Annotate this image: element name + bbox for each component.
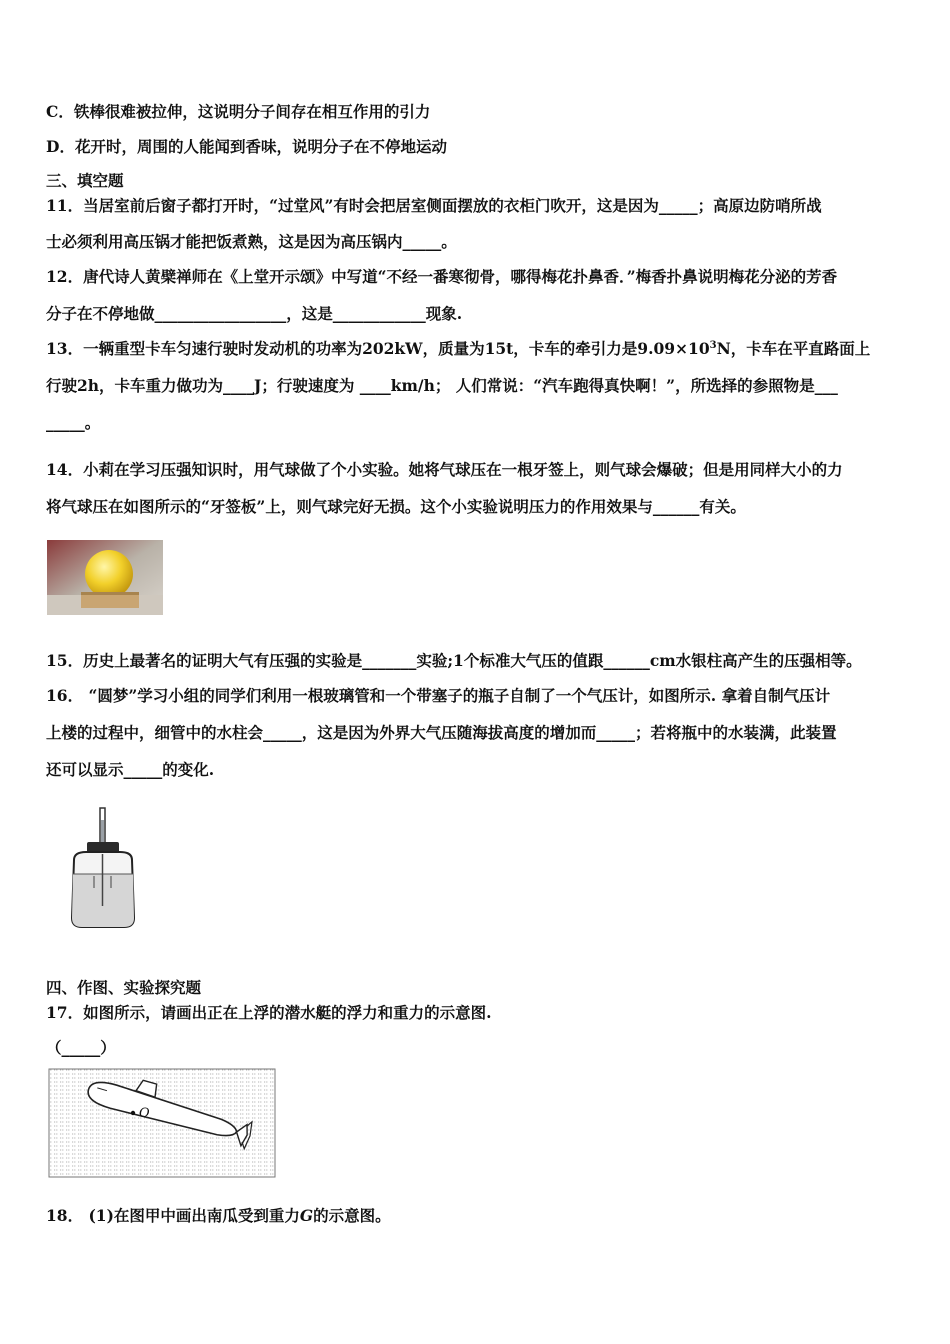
balloon-photo — [47, 540, 163, 615]
q18-symbol-g: G — [299, 1206, 314, 1225]
q13-line1 — [46, 339, 916, 359]
q12-line2: 分子在不停地做_________________，这是____________现象. — [46, 304, 463, 323]
q12-line1: 12．唐代诗人黄檗禅师在《上堂开示颂》中写道“不经一番寒彻骨，哪得梅花扑鼻香．”梅香扑鼻说明梅花分泌的芳香 — [46, 267, 838, 286]
q11-line1: 11．当居室前后窗子都打开时，“过堂风”有时会把居室侧面摆放的衣柜门吹开，这是因为_____；高原边防哨所战 — [46, 196, 822, 215]
q13-line2: 行驶2h，卡车重力做功为____J；行驶速度为 ____km/h； 人们常说：“汽车跑得真快啊！”，所选择的参照物是___ — [46, 376, 838, 395]
q14-line2: 将气球压在如图所示的“牙签板”上，则气球完好无损。这个小实验说明压力的作用效果与______有关。 — [46, 497, 746, 516]
submarine-drawing — [48, 1068, 276, 1178]
q13-line1-a: 13．一辆重型卡车匀速行驶时发动机的功率为202kW，质量为15t，卡车的牵引力是9.09×10 — [46, 339, 710, 358]
q17-line1: 17．如图所示，请画出正在上浮的潜水艇的浮力和重力的示意图. — [46, 1003, 492, 1022]
q14-line1: 14．小莉在学习压强知识时，用气球做了个小实验。她将气球压在一根牙签上，则气球会爆破；但是用同样大小的力 — [46, 460, 843, 479]
section-title-fill-in: 三、填空题 — [46, 171, 124, 190]
q18-line1-b: 的示意图。 — [313, 1206, 391, 1225]
q16-line3: 还可以显示_____的变化. — [46, 760, 215, 779]
barometer-bottle-drawing — [64, 806, 144, 931]
center-label-o: O — [139, 1106, 150, 1121]
q13-line1-b: N，卡车在平直路面上 — [716, 339, 871, 358]
q18-line1 — [46, 1206, 916, 1226]
option-d: D．花开时，周围的人能闻到香味，说明分子在不停地运动 — [46, 137, 447, 156]
q16-line2: 上楼的过程中，细管中的水柱会_____，这是因为外界大气压随海拔高度的增加而_____；若将瓶中的水装满，此装置 — [46, 723, 837, 742]
balloon-figure — [47, 540, 163, 615]
q13-line3: _____。 — [46, 413, 101, 432]
q16-line1: 16． “圆梦”学习小组的同学们利用一根玻璃管和一个带塞子的瓶子自制了一个气压计，如图所示. 拿着自制气压计 — [46, 686, 831, 705]
q15-line1: 15．历史上最著名的证明大气有压强的实验是_______实验;1个标准大气压的值跟______cm水银柱高产生的压强相等。 — [46, 651, 862, 670]
submarine-figure — [48, 1068, 276, 1178]
q11-line2: 士必须利用高压锅才能把饭煮熟，这是因为高压锅内_____。 — [46, 232, 457, 251]
q18-line1-a: 18． (1)在图甲中画出南瓜受到重力 — [46, 1206, 300, 1225]
section-title-drawing-experiment: 四、作图、实验探究题 — [46, 978, 202, 997]
q13-exponent: 3 — [709, 339, 717, 351]
option-c: C．铁棒很难被拉伸，这说明分子间存在相互作用的引力 — [46, 102, 431, 121]
barometer-figure — [64, 806, 144, 931]
q17-answer-blank: （_____） — [46, 1038, 116, 1057]
